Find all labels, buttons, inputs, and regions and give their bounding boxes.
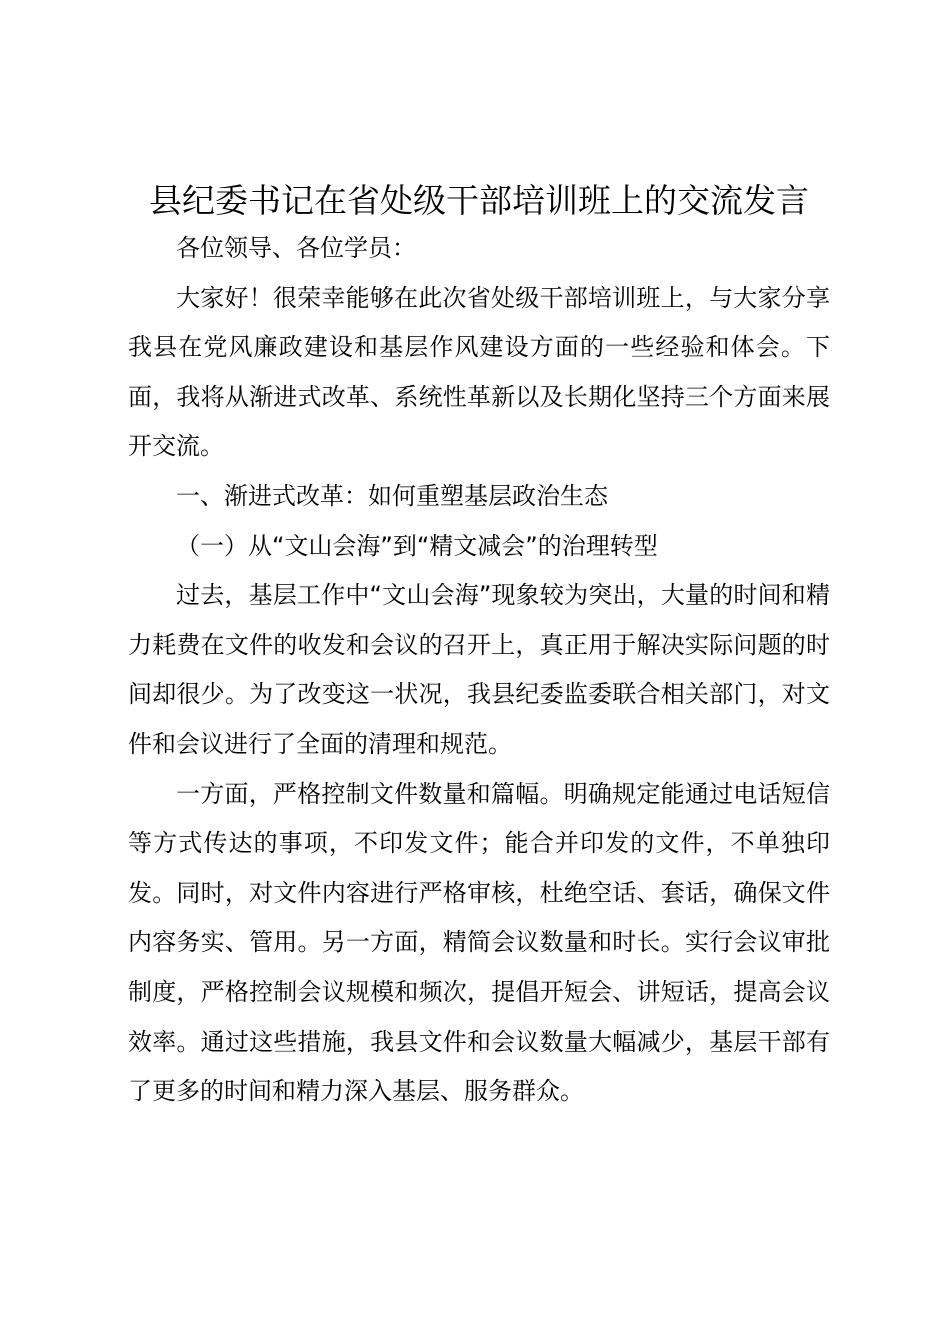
paragraph-measures: 一方面，严格控制文件数量和篇幅。明确规定能通过电话短信等方式传达的事项，不印发文件；能合并印发的文件，不单独印发。同时，对文件内容进行严格审核，杜绝空话、套话，确保文件内容务实、管用。另一方面，精简会议数量和时长。实行会议审批制度，严格控制会议规模和频次，提倡开短会、讲短话，提高会议效率。通过这些措施，我县文件和会议数量大幅减少，基层干部有了更多的时间和精力深入基层、服务群众。: [128, 779, 830, 1106]
section-heading-1: 一、渐进式改革：如何重塑基层政治生态: [176, 481, 608, 510]
subsection-heading-1: （一）从“文山会海”到“精文减会”的治理转型: [176, 531, 658, 560]
document-page: [128, 178, 830, 1117]
paragraph-past-situation: 过去，基层工作中“文山会海”现象较为突出，大量的时间和精力耗费在文件的收发和会议的召开上，真正用于解决实际问题的时间却很少。为了改变这一状况，我县纪委监委联合相关部门，对文件和会议进行了全面的清理和规范。: [128, 581, 830, 758]
salutation: 各位领导、各位学员：: [176, 234, 416, 262]
document-title: 县纪委书记在省处级干部培训班上的交流发言: [149, 181, 809, 220]
paragraph-greeting: 大家好！很荣幸能够在此次省处级干部培训班上，与大家分享我县在党风廉政建设和基层作风建设方面的一些经验和体会。下面，我将从渐进式改革、系统性革新以及长期化坚持三个方面来展开交流。: [128, 283, 830, 461]
